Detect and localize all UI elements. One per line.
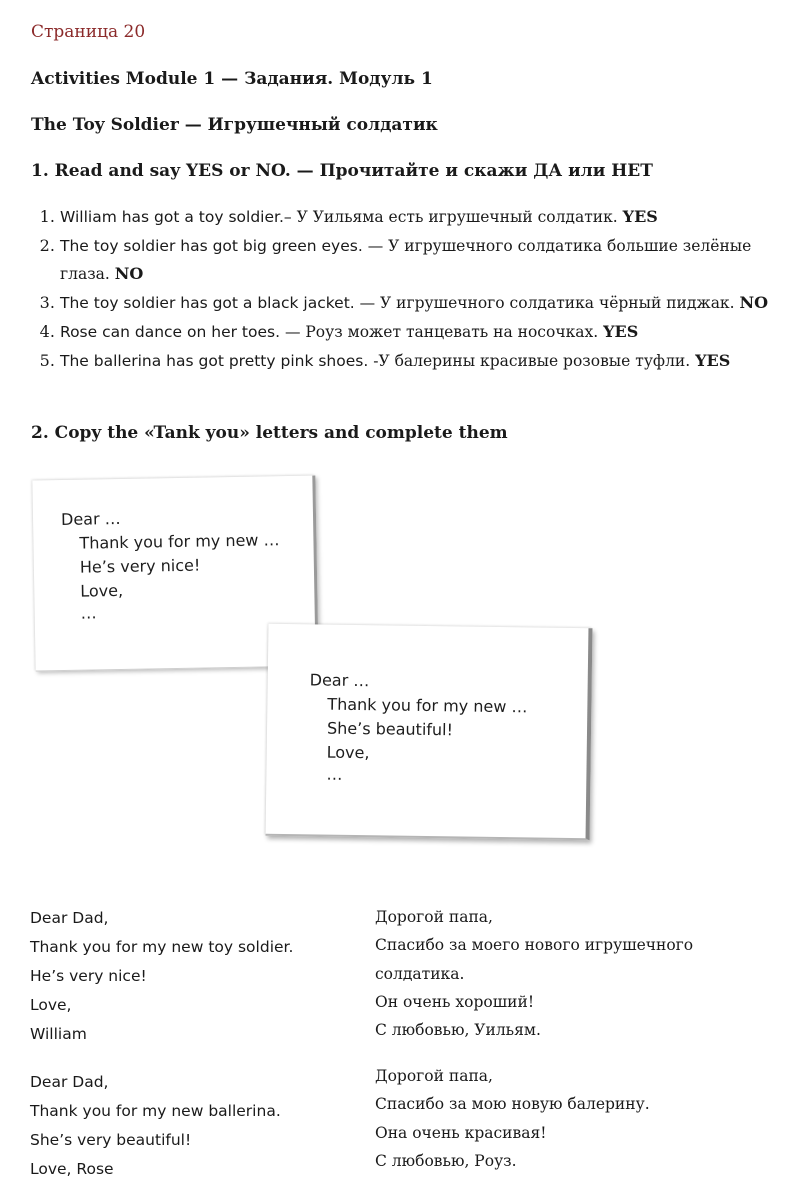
letter1-english: [30, 904, 293, 1049]
thank-you-card-2: [266, 624, 593, 841]
item-ru: — У игрушечного солдатика большие зелёные глаза.: [60, 236, 752, 284]
card-love: Love,: [326, 742, 370, 763]
item-ru: — Роуз может танцевать на носочках.: [280, 322, 604, 341]
item-ru: — У игрушечного солдатика чёрный пиджак.: [354, 294, 740, 313]
letter-line: солдатика.: [375, 964, 465, 983]
letter-line: С любовью, Роуз.: [375, 1151, 517, 1170]
card-signature: …: [80, 603, 97, 623]
letter-line: Спасибо за моего нового игрушечного: [375, 936, 694, 955]
list-item: [60, 347, 788, 376]
letter-line: Дорогой папа,: [375, 1067, 493, 1085]
item-answer: YES: [695, 350, 731, 370]
letter-line: She’s very beautiful!: [30, 1131, 192, 1149]
list-item: [60, 318, 788, 347]
card-comment: He’s very nice!: [79, 555, 201, 577]
letter2-russian: [375, 1062, 755, 1175]
letter-line: He’s very nice!: [30, 967, 147, 985]
card-love: Love,: [80, 580, 124, 601]
task1-list: [20, 203, 788, 375]
item-en: The toy soldier has got big green eyes.: [60, 236, 363, 255]
item-ru: -У балерины красивые розовые туфли.: [368, 351, 696, 370]
letter-line: Thank you for my new ballerina.: [30, 1102, 281, 1120]
item-en: William has got a toy soldier.: [60, 208, 284, 226]
list-item: [60, 203, 788, 232]
letter-line: Thank you for my new toy soldier.: [30, 938, 294, 956]
item-answer: YES: [622, 207, 658, 226]
item-en: Rose can dance on her toes.: [60, 322, 281, 341]
item-answer: NO: [114, 264, 144, 284]
item-ru: – У Уильяма есть игрушечный солдатик.: [283, 208, 623, 226]
letter1-russian: [375, 903, 755, 1044]
list-item: [60, 289, 788, 318]
letter-line: Спасибо за мою новую балерину.: [375, 1095, 650, 1114]
module-heading: Activities Module 1 — Задания. Модуль 1: [31, 69, 433, 89]
letter-line: Dear Dad,: [30, 1073, 109, 1091]
item-en: The ballerina has got pretty pink shoes.: [60, 351, 369, 370]
task2-heading: 2. Copy the «Tank you» letters and complete them: [31, 423, 508, 443]
task1-heading: 1. Read and say YES or NO. — Прочитайте и скажи ДА или НЕТ: [31, 161, 653, 181]
item-answer: YES: [603, 321, 639, 341]
card-greeting: Dear …: [309, 670, 370, 691]
letter-line: Он очень хороший!: [375, 992, 535, 1011]
letter-line: Love, Rose: [30, 1160, 114, 1178]
letter-line: Dear Dad,: [30, 909, 109, 927]
letter-line: William: [30, 1025, 87, 1043]
item-en: The toy soldier has got a black jacket.: [60, 294, 355, 313]
list-item: [60, 232, 788, 289]
letter-line: Love,: [30, 996, 72, 1014]
letter2-english: [30, 1068, 281, 1184]
card-thanks: Thank you for my new …: [79, 530, 280, 553]
letter-line: Она очень красивая!: [375, 1123, 547, 1142]
card-comment: She’s beautiful!: [326, 718, 454, 740]
page-label: Страница 20: [31, 22, 146, 42]
letters-illustration: [30, 458, 600, 878]
card-greeting: Dear …: [60, 508, 121, 529]
item-answer: NO: [739, 293, 769, 313]
story-heading: The Toy Soldier — Игрушечный солдатик: [31, 115, 438, 135]
letter-line: С любовью, Уильям.: [375, 1021, 541, 1040]
card-signature: …: [326, 764, 343, 784]
card-thanks: Thank you for my new …: [327, 694, 528, 717]
letter-line: Дорогой папа,: [375, 908, 493, 926]
